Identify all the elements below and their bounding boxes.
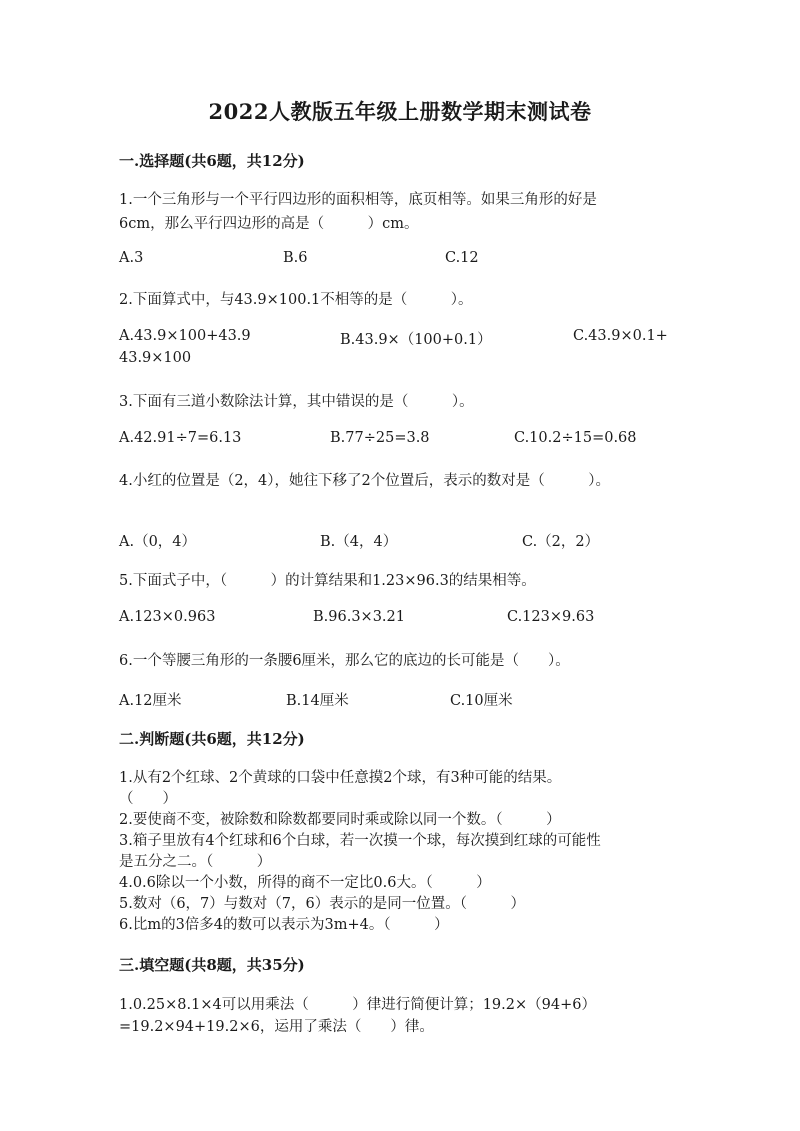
question-5-text: 5.下面式子中，（ ）的计算结果和1.23×96.3的结果相等。 — [119, 573, 536, 589]
judge-line: 是五分之二。（ ） — [119, 854, 272, 870]
judge-line: 1.从有2个红球、2个黄球的口袋中任意摸2个球，有3种可能的结果。 — [119, 770, 562, 786]
question-5-option-a: A.123×0.963 — [119, 609, 216, 625]
question-4-text: 4.小红的位置是（2，4），她往下移了2个位置后，表示的数对是（ ）。 — [119, 473, 611, 489]
section-heading-choice: 一.选择题(共6题，共12分) — [119, 152, 305, 170]
judge-line: 4.0.6除以一个小数，所得的商不一定比0.6大。（ ） — [119, 875, 491, 891]
fill-question-1-text-cont: =19.2×94+19.2×6，运用了乘法（ ）律。 — [119, 1019, 434, 1035]
question-2-text: 2.下面算式中，与43.9×100.1不相等的是（ ）。 — [119, 292, 473, 308]
fill-question-1-text: 1.0.25×8.1×4可以用乘法（ ）律进行简便计算；19.2×（94+6） — [119, 997, 596, 1013]
judge-line: 2.要使商不变，被除数和除数都要同时乘或除以同一个数。（ ） — [119, 812, 561, 828]
question-1-option-c: C.12 — [445, 250, 479, 266]
question-4-option-c: C.（2，2） — [522, 534, 600, 550]
question-1-text: 1.一个三角形与一个平行四边形的面积相等，底页相等。如果三角形的好是 — [119, 192, 597, 208]
judge-line: 3.箱子里放有4个红球和6个白球，若一次摸一个球，每次摸到红球的可能性 — [119, 833, 601, 849]
question-2-option-c: C.43.9×0.1+ — [573, 328, 668, 344]
question-2-option-c-cont: 43.9×100 — [119, 350, 192, 366]
section-heading-judge: 二.判断题(共6题，共12分) — [119, 730, 305, 748]
question-5-option-b: B.96.3×3.21 — [313, 609, 405, 625]
question-3-option-b: B.77÷25=3.8 — [330, 430, 430, 446]
question-6-option-b: B.14厘米 — [286, 693, 349, 709]
question-3-option-a: A.42.91÷7=6.13 — [119, 430, 242, 446]
question-2-option-b: B.43.9×（100+0.1） — [340, 332, 492, 348]
section-heading-fill: 三.填空题(共8题，共35分) — [119, 956, 305, 974]
question-1-text-cont: 6cm，那么平行四边形的高是（ ）cm。 — [119, 216, 419, 232]
question-2-option-a: A.43.9×100+43.9 — [119, 328, 251, 344]
question-1-option-a: A.3 — [119, 250, 144, 266]
judge-line: 6.比m的3倍多4的数可以表示为3m+4。（ ） — [119, 917, 449, 933]
question-6-text: 6.一个等腰三角形的一条腰6厘米，那么它的底边的长可能是（ ）。 — [119, 653, 570, 669]
question-5-option-c: C.123×9.63 — [507, 609, 595, 625]
page-title: 2022人教版五年级上册数学期末测试卷 — [208, 99, 592, 124]
question-4-option-b: B.（4，4） — [320, 534, 398, 550]
judge-line: （ ） — [119, 791, 177, 807]
question-3-option-c: C.10.2÷15=0.68 — [514, 430, 637, 446]
question-1-option-b: B.6 — [283, 250, 308, 266]
question-3-text: 3.下面有三道小数除法计算，其中错误的是（ ）。 — [119, 394, 474, 410]
question-6-option-a: A.12厘米 — [119, 693, 182, 709]
judge-line: 5.数对（6，7）与数对（7，6）表示的是同一位置。（ ） — [119, 896, 525, 912]
question-6-option-c: C.10厘米 — [450, 693, 513, 709]
question-4-option-a: A.（0，4） — [119, 534, 197, 550]
